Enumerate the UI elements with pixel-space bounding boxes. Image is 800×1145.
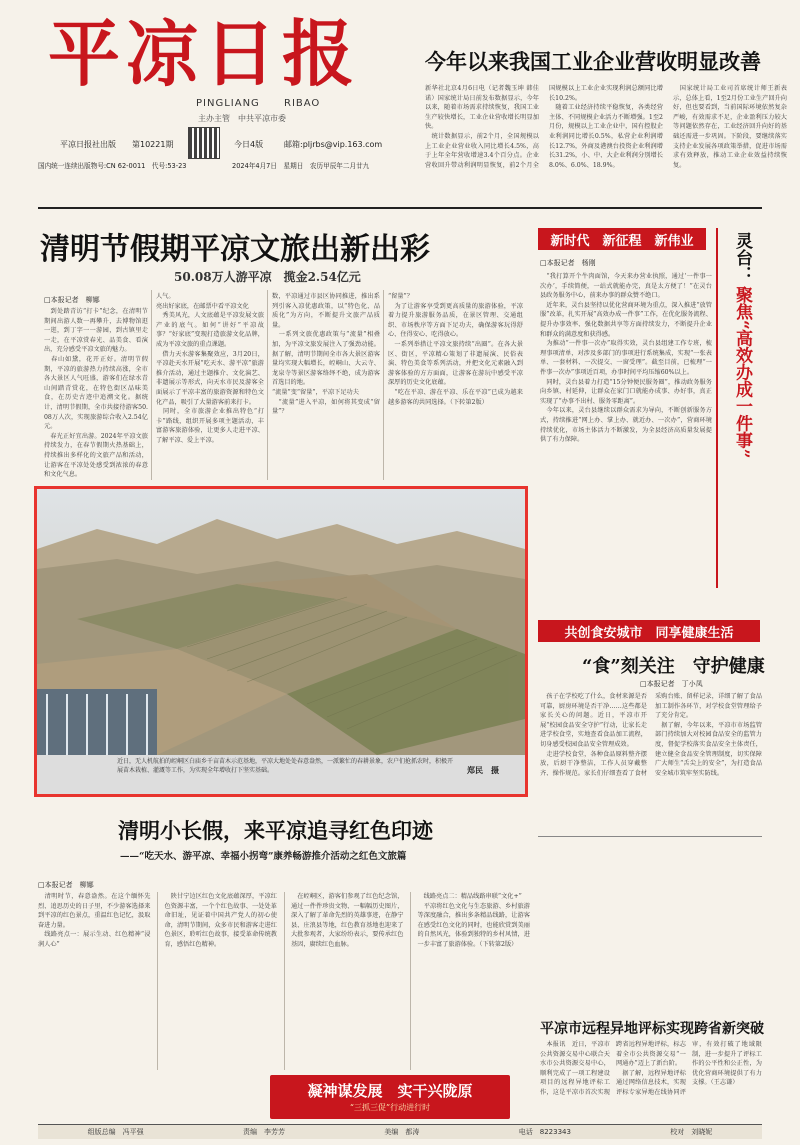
health-body: 孩子在学校吃了什么，食材来源是否可靠，厨房环境是否干净……这些都是家长关心的问题。近日，平凉市开展“校园食品安全守护”行动，让家长走进学校食堂，实地查看食品加工流程，切身感受校园食品安全管理成效。 走进学校食堂，各种食品原料整齐摆放，后厨干净整洁，工作人员穿戴整齐、操作规范。家长们仔细查看了食材采购台账、留样记录，详细了解了食品加工制作各环节，对学校食堂管理给予了充分肯定。 据了解，今年以来，平凉市市场监管部门持续加大对校园食品安全的监管力度，督促学校落实食品安全主体责任，建立健全食品安全管理制度，切实保障广大师生“舌尖上的安全”，为打造食品安全城市筑牢坚实防线。 — [540, 693, 762, 777]
vertical-slogan-lead: 灵台： — [732, 232, 752, 283]
footer-bar — [38, 1124, 762, 1139]
right-column-byline: □本报记者 杨刚 — [540, 259, 596, 267]
health-headline: “食”刻关注 守护健康 — [582, 656, 765, 677]
top-story-headline: 今年以来我国工业企业营收明显改善 — [425, 49, 761, 74]
main-story-headline: 清明节假期平凉文旅出新出彩 — [40, 232, 430, 267]
issue-date: 2024年4月7日 星期日 农历甲辰年二月廿九 — [232, 162, 370, 170]
section-banner-food-safety: 共创食安城市 同享健康生活 — [538, 620, 760, 642]
section-banner-new-era: 新时代 新征程 新伟业 — [538, 228, 706, 250]
red-story-body: 清明时节，春意盎然。在这个缅怀先烈、追思历史的日子里，不少游客选择来到平凉的红色景点，重温红色记忆，汲取奋进力量。 线路亮点一：展示生动、红色精神“浸润人心” 陕甘宁边区红色文化底蕴深厚，平凉红色资源丰富，一个个红色故事、一处处革命旧址，见证着中国共产党人的初心使命，清明节期间，众多市民和游客走进红色景区，聆听红色故事，接受革命传统教育，感悟红色精神。 在崆峒区，游客们参观了红色纪念馆，通过一件件珍贵文物、一幅幅历史图片，深入了解了革命先烈的英雄事迹，在静宁县、庄浪县等地，红色教育基地也迎来了大批参观者，大家纷纷表示，要传承红色基因，赓续红色血脉。 线路亮点二：精品线路串联“文化+” 平凉将红色文化与生态旅游、乡村旅游等深度融合，推出多条精品线路，让游客在感受红色文化的同时，也能欣赏到美丽的自然风光，体验到独特的乡村风情，进一步丰富了旅游体验。（下转第2版） — [38, 893, 530, 948]
footer-editor: 组版总编 冯平强 — [87, 1128, 144, 1136]
qr-code — [188, 127, 220, 159]
feature-photo — [34, 486, 528, 797]
red-story-headline: 清明小长假，来平凉追寻红色印迹 — [118, 818, 433, 843]
vertical-slogan-focus: 聚焦“高效办成一件事” — [732, 286, 752, 459]
main-story-subhead: 50.08万人游平凉 揽金2.54亿元 — [174, 270, 361, 284]
bottom-right-headline: 平凉市远程异地评标实现跨省新突破 — [540, 1021, 764, 1037]
email-address: 邮箱:pljrbs@vip.163.com — [284, 140, 383, 149]
top-story-body: 新华社北京4月6日电（记者魏玉坤 韩佳诺）国家统计局日前发布数据显示，今年以来，随着市场需求持续恢复，我国工业生产较快增长，工业企业营收增长明显加快。 统计数据显示，前2个月，全国规模以上工业企业营业收入同比增长4.5%，高于上年全年营收增速3.4个百分点。企业营收回升带动利润明显恢复，前2个月全国规模以上工业企业实现利润总额同比增长10.2%。 随着工业经济持续平稳恢复，各类经营主体、不同规模企业活力不断增强。1至2月份，规模以上工业企业中，国有控股企业利润同比增长0.5%，私营企业利润增长12.7%，外商及港澳台投资企业利润增长31.2%，小、中、大企业利润分别增长8.0%、6.0%、18.9%。 国家统计局工业司首席统计师王新表示，总体上看，1至2月份工业生产回升向好，但也要看到，当前国际环境依然复杂严峻，有效需求不足，企业盈利压力较大等问题依然存在，工业经济回升向好的基础还需进一步巩固。下阶段，要继续落实支持企业发展各项政策举措，促进市场需求有效释放，推动工业企业效益持续恢复。 — [425, 85, 787, 169]
vertical-slogan — [716, 228, 766, 588]
footer-responsible-editor: 责编 李芳芳 — [243, 1128, 286, 1136]
main-story-col-4: “留量”？ 为了让游客享受到更高质量的旅游体验，平凉着力提升旅游服务品质，在景区管理、交通组织、市场秩序等方面下足功夫，确保游客玩得舒心、住得安心、吃得放心。 一系列举措让平凉文旅持续“出圈”。在各大景区、街区，平凉精心策划了非遗展演、民俗表演、特色美食等系列活动，并把文化元素融入到游客体验的方方面面，让游客在游玩中感受平凉深厚的历史文化底蕴。 “吃在平凉、游在平凉、乐在平凉”已成为越来越多游客的共同选择。（下转第2版） — [388, 293, 523, 406]
red-story-subhead: ——“吃天水、游平凉、幸福小拐弯”康养畅游推介活动之红色文旅篇 — [120, 851, 407, 862]
main-story-byline: □本报记者 柳娜 — [44, 296, 100, 304]
farmland-aerial-image — [37, 489, 525, 755]
masthead-sponsor: 主办主管 中共平凉市委 — [198, 114, 286, 123]
footer-phone: 电话 8223343 — [518, 1128, 571, 1136]
bottom-right-body: 本报讯 近日，平凉市公共资源交易中心联合天水市公共资源交易中心，顺利完成了一项工程建设项目的远程异地评标工作，这是平凉市首次实现跨省远程异地评标，标志着全市公共资源交易“一网通办”迈上了新台阶。 据了解，远程异地评标通过网络信息技术，实现评标专家异地在线协同评审，有效打破了地域限制，进一步提升了评标工作的公平性和公正性，为优化营商环境提供了有力支撑。（王志谦） — [540, 1041, 762, 1096]
masthead-logo: 平凉日报 — [48, 11, 361, 96]
masthead-pinyin-2: RIBAO — [284, 98, 321, 109]
campaign-ad — [270, 1075, 510, 1119]
footer-art-editor: 美编 都涛 — [384, 1128, 420, 1136]
issue-number: 第10221期 — [132, 140, 174, 149]
health-byline: □本报记者 丁小凤 — [640, 680, 703, 688]
main-story-col-3: 数，平凉通过市县区协同推进，推出系列引客入凉优惠政策，以“特色化、品质化”为方向，不断提升文旅产品质量。 一系列文旅优惠政策与“流量”相叠加，为平凉文旅发展注入了强劲动能。据了解，清明节期间全市各大景区游客量均实现大幅增长，崆峒山、大云寺、龙泉寺等景区游客络绎不绝，成为游客首选目的地。 “流量”变“留量”，平凉下足功夫 “流量”进入平凉，如何将其变成“留量”？ — [272, 293, 380, 416]
main-story-col-1: 到处踏青访“打卡”纪念，在清明节期间出游人数一再攀升，去博物馆逛一逛，到丁字一一游园，到古镇里走一走，在平凉赏春光、品美食、看演出，充分感受平凉文旅的魅力。 春山如黛，花开正好。清明节假期，平凉的旅游热力持续高涨，全市各大景区人气旺盛，游客们在绿水青山间踏青赏花，在特色街区品味美食，在历史古迹中追溯文化。据统计，清明节假期，全市共接待游客50.08万人次，实现旅游综合收入2.54亿元。 春光正好宜出游。2024年平凉文旅持续发力，在春节假期火热基础上，持续推出多样化的文旅产品和活动，让游客在平凉处处感受到浓浓的春意和文化气息。 — [44, 308, 148, 479]
publisher: 平凉日报社出版 — [60, 140, 116, 149]
right-column-body: “我打算开个牛肉面馆，今天来办营业执照，通过‘一件事一次办’，手续简便，一站式就能办完，真是太方便了！”在灵台县政务服务中心，前来办事的群众赞不绝口。 近年来，灵台县坚持以优化营商环境为重点，深入推进“放管服”改革，扎实开展“高效办成一件事”工作，在优化服务流程、提升办事效率、强化数据共享等方面持续发力，不断提升企业和群众的满意度和获得感。 为推动“一件事一次办”取得实效，灵台县组建工作专班，梳理事项清单，对涉及多部门的事项进行系统集成，实现“一张表单、一套材料、一次提交、一窗受理”。截至目前，已梳理“一件事一次办”事项近百项，办事时间平均压缩60%以上。 同时，灵台县着力打造“15分钟便民服务圈”，推动政务服务向乡镇、村延伸，让群众在家门口就能办成事、办好事，真正实现了“办事不出村、服务零距离”。 今年以来，灵台县继续以群众需求为导向，不断创新服务方式，持续推进“网上办、掌上办、就近办、一次办”，营商环境持续优化，市场主体活力不断激发，为全县经济高质量发展提供了有力保障。 — [540, 273, 712, 444]
photo-credit: 郑民 摄 — [467, 765, 499, 775]
masthead — [38, 10, 408, 185]
campaign-ad-line-1: 凝神谋发展 实干兴陇原 — [307, 1082, 473, 1100]
top-story — [425, 46, 795, 206]
footer-proofreader: 校对 刘晓妮 — [670, 1128, 713, 1136]
photo-caption: 近日，无人机航拍的崆峒区白庙乡千亩苗木示范基地，平凉大地处处春意盎然，一派繁忙的春耕景象，农户们抢抓农时，积极开展苗木栽植、灌溉等工作，为实现全年增收打下坚实基础。 — [117, 758, 454, 774]
main-story-col-2: 人气。 亮出好家底，在邮票中看平凉文化 秀美风光，人文底蕴是平凉发展文旅产业的底气。如何“讲好”平凉故事？“好家底”变现打造旅游文化品牌，成为平凉文旅的重点课题。 借力天水游客集聚效应，3月20日，平凉赴天水开展“吃天水、游平凉”旅游推介活动，通过主题推介、文化演艺、非遗展示等形式，向天水市民及游客全面展示了平凉丰富的旅游资源和特色文化产品，吸引了大量游客前来打卡。 同时，全市旅游企业推出特色“打卡”路线，组织开展多项主题活动，丰富游客旅游体验，让更多人走进平凉、了解平凉、爱上平凉。 — [156, 293, 264, 444]
masthead-pinyin-1: PINGLIANG — [196, 98, 260, 109]
publication-code: 国内统一连续出版物号:CN 62-0011 代号:53-23 — [38, 162, 187, 170]
page-count: 今日4版 — [234, 140, 264, 149]
red-story-byline: □本报记者 柳娜 — [38, 881, 94, 889]
campaign-ad-line-2: “三抓三促”行动进行时 — [349, 1103, 431, 1112]
